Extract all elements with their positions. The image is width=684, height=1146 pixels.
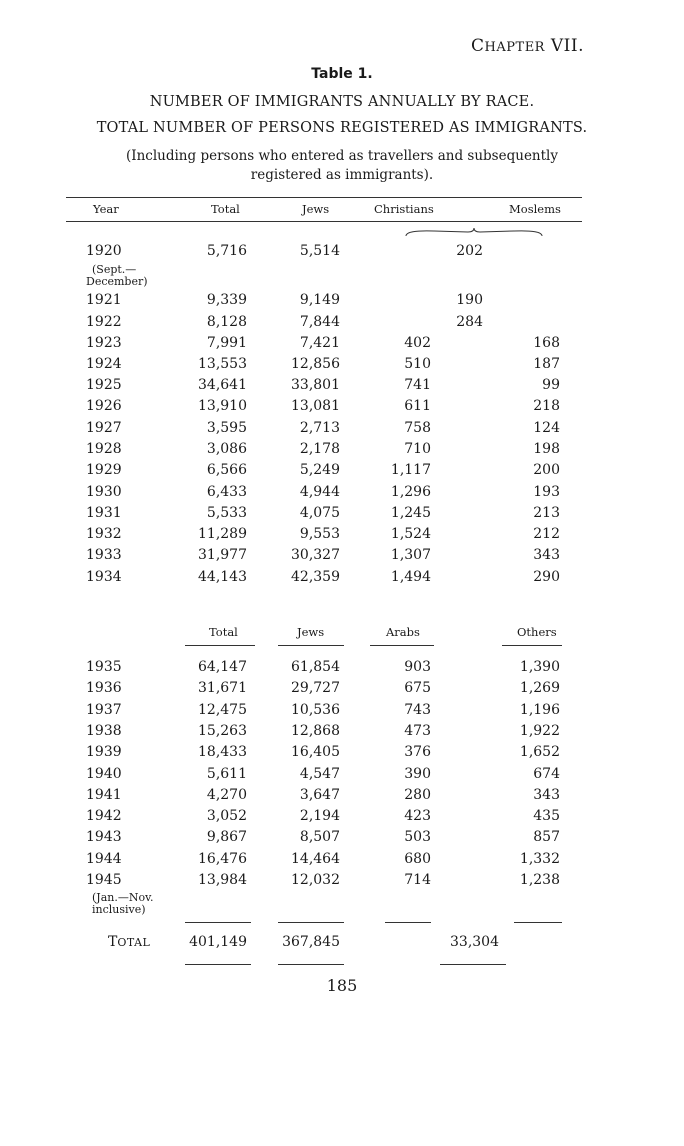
row-year: 1922 <box>86 314 122 330</box>
sum-rule-others <box>514 922 562 923</box>
table-title-line-1: NUMBER OF IMMIGRANTS ANNUALLY BY RACE. <box>149 94 535 110</box>
row-christians: 758 <box>404 420 431 436</box>
row-jews: 61,854 <box>291 659 340 675</box>
row-year: 1936 <box>86 680 122 696</box>
row-total: 11,289 <box>198 526 247 542</box>
row-total: 7,991 <box>206 335 247 351</box>
row-year: 1944 <box>86 851 122 867</box>
row-jews: 9,149 <box>299 292 340 308</box>
row-christians: 1,524 <box>390 526 431 542</box>
row-total: 5,716 <box>206 243 247 259</box>
row-year: 1924 <box>86 356 122 372</box>
row-jews: 16,405 <box>291 744 340 760</box>
row-arabs: 743 <box>404 702 431 718</box>
row-jews: 14,464 <box>291 851 340 867</box>
row-others: 1,269 <box>519 680 560 696</box>
header-moslems: Moslems <box>509 202 561 216</box>
header-year: Year <box>93 202 119 216</box>
row-jews: 3,647 <box>299 787 340 803</box>
row-jews: 2,713 <box>299 420 340 436</box>
row-total: 9,339 <box>206 292 247 308</box>
row-others: 1,332 <box>519 851 560 867</box>
row-jews: 8,507 <box>299 829 340 845</box>
row-total: 34,641 <box>198 377 247 393</box>
brace-combined-icon <box>404 226 544 240</box>
row-arabs: 903 <box>404 659 431 675</box>
row-year: 1942 <box>86 808 122 824</box>
header2-jews: Jews <box>297 625 325 639</box>
row-jews: 12,856 <box>291 356 340 372</box>
row-christians: 611 <box>404 398 431 414</box>
row-total: 13,984 <box>198 872 247 888</box>
sum-rule-total <box>185 922 251 923</box>
header2-rule-jews <box>278 645 344 646</box>
note-1920-line-2: December) <box>86 275 148 288</box>
row-jews: 7,421 <box>299 335 340 351</box>
row-others: 1,238 <box>519 872 560 888</box>
row-others: 1,390 <box>519 659 560 675</box>
row-arabs: 680 <box>404 851 431 867</box>
row-total: 44,143 <box>198 569 247 585</box>
header-christians: Christians <box>374 202 434 216</box>
row-others: 857 <box>533 829 560 845</box>
row-total: 8,128 <box>206 314 247 330</box>
row-moslems: 200 <box>533 462 560 478</box>
row-total: 3,086 <box>206 441 247 457</box>
total-non-jews: 33,304 <box>450 934 499 950</box>
sum-rule-jews <box>278 922 344 923</box>
total-jews: 367,845 <box>282 934 340 950</box>
row-year: 1921 <box>86 292 122 308</box>
row-total: 12,475 <box>198 702 247 718</box>
row-jews: 12,032 <box>291 872 340 888</box>
row-moslems: 187 <box>533 356 560 372</box>
row-year: 1935 <box>86 659 122 675</box>
row-total: 31,671 <box>198 680 247 696</box>
row-christians: 1,307 <box>390 547 431 563</box>
row-total: 15,263 <box>198 723 247 739</box>
note-1920-line-1: (Sept.— <box>92 263 137 276</box>
row-jews: 10,536 <box>291 702 340 718</box>
header-total: Total <box>211 202 240 216</box>
page-number: 185 <box>326 976 358 995</box>
row-total: 6,433 <box>206 484 247 500</box>
row-year: 1943 <box>86 829 122 845</box>
row-total: 13,910 <box>198 398 247 414</box>
row-total: 64,147 <box>198 659 247 675</box>
table-top-rule <box>66 197 582 198</box>
table-title-line-2: TOTAL NUMBER OF PERSONS REGISTERED AS IMMIGRANTS. <box>96 120 588 136</box>
row-total: 13,553 <box>198 356 247 372</box>
row-moslems: 193 <box>533 484 560 500</box>
row-total: 3,595 <box>206 420 247 436</box>
header2-others: Others <box>517 625 557 639</box>
final-rule-non-jews <box>440 964 506 965</box>
row-christians: 1,245 <box>390 505 431 521</box>
row-year: 1939 <box>86 744 122 760</box>
row-christians-moslems-combined: 190 <box>456 292 483 308</box>
header2-rule-total <box>185 645 255 646</box>
chapter-heading: CHAPTER VII. <box>471 36 584 56</box>
row-others: 1,652 <box>519 744 560 760</box>
header2-arabs: Arabs <box>386 625 420 639</box>
row-moslems: 212 <box>533 526 560 542</box>
row-jews: 12,868 <box>291 723 340 739</box>
row-others: 343 <box>533 787 560 803</box>
row-moslems: 290 <box>533 569 560 585</box>
row-arabs: 675 <box>404 680 431 696</box>
row-year: 1938 <box>86 723 122 739</box>
row-moslems: 198 <box>533 441 560 457</box>
final-rule-jews <box>278 964 344 965</box>
row-christians: 741 <box>404 377 431 393</box>
row-jews: 4,075 <box>299 505 340 521</box>
row-jews: 7,844 <box>299 314 340 330</box>
row-christians: 1,117 <box>390 462 431 478</box>
row-moslems: 124 <box>533 420 560 436</box>
table-note-line-1: (Including persons who entered as travellers and subsequently <box>125 148 558 164</box>
row-christians: 510 <box>404 356 431 372</box>
row-total: 31,977 <box>198 547 247 563</box>
header-bottom-rule <box>66 221 582 222</box>
row-moslems: 99 <box>542 377 560 393</box>
row-arabs: 376 <box>404 744 431 760</box>
row-arabs: 423 <box>404 808 431 824</box>
row-jews: 9,553 <box>299 526 340 542</box>
row-year: 1926 <box>86 398 122 414</box>
row-others: 1,922 <box>519 723 560 739</box>
row-year: 1930 <box>86 484 122 500</box>
total-all: 401,149 <box>189 934 247 950</box>
row-moslems: 343 <box>533 547 560 563</box>
row-year: 1923 <box>86 335 122 351</box>
row-year: 1920 <box>86 243 122 259</box>
row-jews: 5,249 <box>299 462 340 478</box>
row-total: 6,566 <box>206 462 247 478</box>
row-year: 1932 <box>86 526 122 542</box>
row-total: 4,270 <box>206 787 247 803</box>
header2-total: Total <box>209 625 238 639</box>
row-moslems: 218 <box>533 398 560 414</box>
row-jews: 13,081 <box>291 398 340 414</box>
row-arabs: 714 <box>404 872 431 888</box>
total-label: TOTAL <box>108 934 151 950</box>
row-others: 435 <box>533 808 560 824</box>
row-arabs: 503 <box>404 829 431 845</box>
row-year: 1929 <box>86 462 122 478</box>
row-year: 1928 <box>86 441 122 457</box>
row-jews: 4,944 <box>299 484 340 500</box>
final-rule-total <box>185 964 251 965</box>
row-year: 1934 <box>86 569 122 585</box>
row-year: 1925 <box>86 377 122 393</box>
row-total: 16,476 <box>198 851 247 867</box>
row-christians-moslems-combined: 284 <box>456 314 483 330</box>
row-jews: 5,514 <box>299 243 340 259</box>
row-christians-moslems-combined: 202 <box>456 243 483 259</box>
row-jews: 4,547 <box>299 766 340 782</box>
table-note-line-2: registered as immigrants). <box>250 167 434 183</box>
row-others: 674 <box>533 766 560 782</box>
row-jews: 30,327 <box>291 547 340 563</box>
row-total: 18,433 <box>198 744 247 760</box>
header2-rule-others <box>502 645 562 646</box>
row-year: 1933 <box>86 547 122 563</box>
row-year: 1941 <box>86 787 122 803</box>
row-year: 1927 <box>86 420 122 436</box>
row-jews: 2,178 <box>299 441 340 457</box>
row-total: 9,867 <box>206 829 247 845</box>
row-arabs: 473 <box>404 723 431 739</box>
row-arabs: 390 <box>404 766 431 782</box>
row-moslems: 213 <box>533 505 560 521</box>
row-total: 5,611 <box>206 766 247 782</box>
row-year: 1945 <box>86 872 122 888</box>
note-1945-line-2: inclusive) <box>92 903 146 916</box>
row-jews: 33,801 <box>291 377 340 393</box>
row-others: 1,196 <box>519 702 560 718</box>
row-moslems: 168 <box>533 335 560 351</box>
row-jews: 2,194 <box>299 808 340 824</box>
row-year: 1937 <box>86 702 122 718</box>
row-christians: 1,494 <box>390 569 431 585</box>
row-jews: 42,359 <box>291 569 340 585</box>
row-christians: 1,296 <box>390 484 431 500</box>
note-1945-line-1: (Jan.—Nov. <box>92 891 154 904</box>
row-year: 1940 <box>86 766 122 782</box>
row-christians: 402 <box>404 335 431 351</box>
sum-rule-arabs <box>385 922 431 923</box>
table-label: Table 1. <box>311 66 373 82</box>
row-christians: 710 <box>404 441 431 457</box>
row-arabs: 280 <box>404 787 431 803</box>
header2-rule-arabs <box>370 645 434 646</box>
row-total: 3,052 <box>206 808 247 824</box>
row-jews: 29,727 <box>291 680 340 696</box>
header-jews: Jews <box>302 202 330 216</box>
row-year: 1931 <box>86 505 122 521</box>
row-total: 5,533 <box>206 505 247 521</box>
